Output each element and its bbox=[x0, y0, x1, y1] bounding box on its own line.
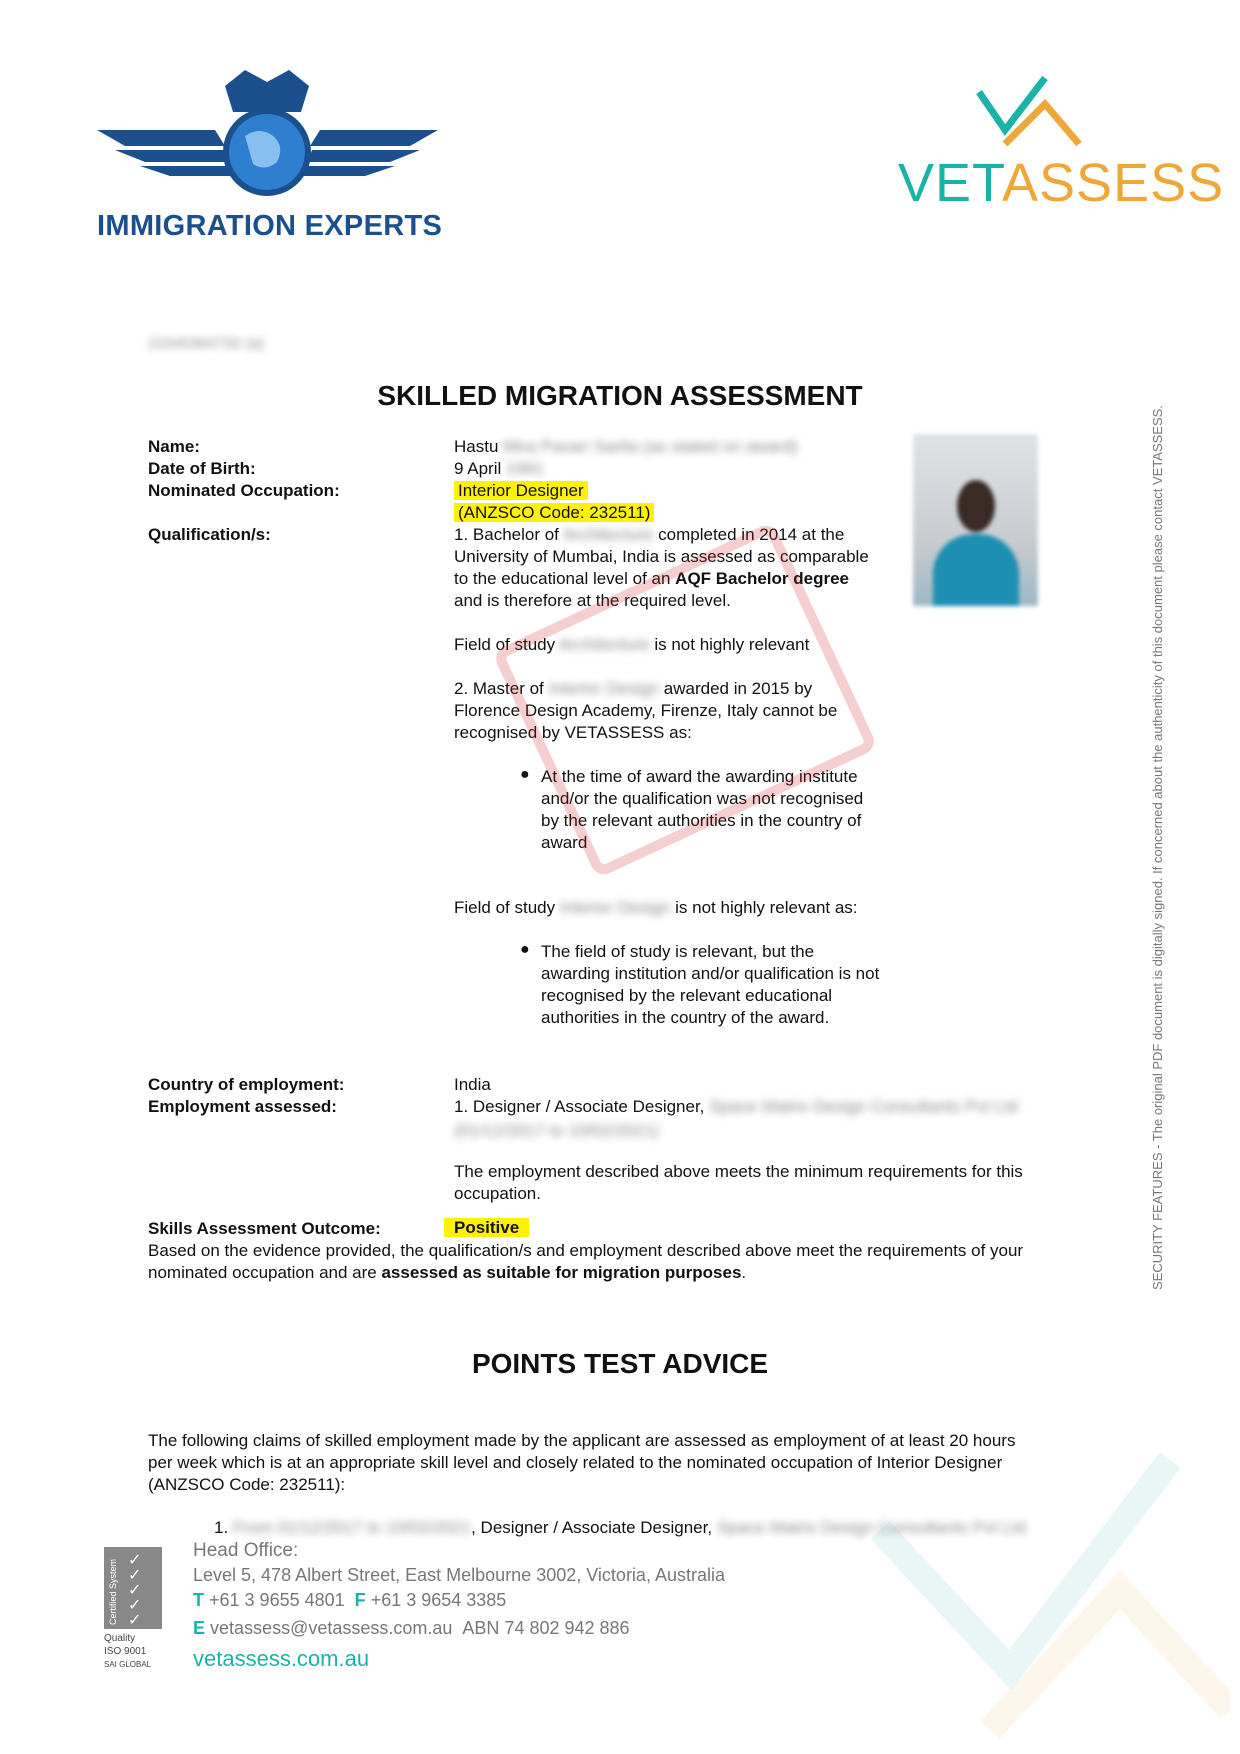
field-of-study-2: Field of study Interior Design is not highly relevant as: bbox=[454, 898, 858, 917]
points-test-title: POINTS TEST ADVICE bbox=[471, 1348, 769, 1379]
iso-certification-badge: Certified System ✓ ✓ ✓ ✓ ✓ bbox=[104, 1547, 162, 1629]
cert-sai-text: SAI GLOBAL bbox=[104, 1660, 152, 1669]
country-value: India bbox=[454, 1075, 491, 1094]
applicant-photo bbox=[913, 434, 1038, 606]
footer-address: Level 5, 478 Albert Street, East Melbourne 3002, Victoria, Australia bbox=[193, 1565, 725, 1585]
qualification-label: Qualification/s: bbox=[148, 525, 271, 544]
country-label: Country of employment: bbox=[148, 1075, 345, 1094]
footer-phones: T +61 3 9655 4801 F +61 3 9654 3385 bbox=[193, 1590, 507, 1610]
name-label: Name: bbox=[148, 437, 200, 456]
decorative-chevrons bbox=[870, 1400, 1230, 1740]
employment-label: Employment assessed: bbox=[148, 1097, 337, 1116]
bullet-dot-2: ● bbox=[520, 941, 530, 958]
footer-head-office: Head Office: bbox=[193, 1540, 299, 1561]
immigration-experts-wordmark: IMMIGRATION EXPERTS bbox=[97, 210, 443, 242]
cert-iso-text: ISO 9001 bbox=[104, 1646, 147, 1657]
points-item-1: 1. From 01/12/2017 to 10/02/2021, Designer / Associate Designer, Space Matrix Design Consultants Pvt Ltd bbox=[214, 1518, 1026, 1537]
occupation-label: Nominated Occupation: bbox=[148, 481, 340, 500]
outcome-label: Skills Assessment Outcome: bbox=[148, 1219, 381, 1238]
cert-badge-label: Certified System bbox=[108, 1558, 118, 1625]
employment-dates: (01/12/2017 to 10/02/2021) bbox=[454, 1121, 660, 1140]
dob-value: 9 April 1991 bbox=[454, 459, 544, 478]
points-test-paragraph: The following claims of skilled employment made by the applicant are assessed as employment of at least 20 hours per week which is at an appropriate skill level and closely related to the nominated occupation of Interior Designer (ANZSCO Code: 232511): bbox=[148, 1431, 1016, 1494]
reference-number: 2154536473S (a) bbox=[148, 335, 264, 352]
outcome-text: Based on the evidence provided, the qualification/s and employment described above meet the requirements of your nominated occupation and are assessed as suitable for migration purposes. bbox=[148, 1241, 1024, 1282]
qualification-2: 2. Master of Interior Design awarded in 2015 by Florence Design Academy, Firenze, Italy cannot be recognised by VETASSESS as: bbox=[454, 679, 838, 742]
bullet-2-text: The field of study is relevant, but the awarding institution and/or qualification is not recognised by the relevant educational authorities in the country of the award. bbox=[541, 942, 880, 1027]
outcome-value: Positive bbox=[444, 1218, 529, 1238]
immigration-experts-logo bbox=[95, 66, 440, 206]
occupation-value: Interior Designer (ANZSCO Code: 232511) bbox=[454, 480, 654, 524]
name-value: Hastu Mira Pavan Sarita (as stated on award) bbox=[454, 437, 798, 456]
vetassess-logo-mark bbox=[975, 74, 1085, 150]
bullet-dot-1: ● bbox=[520, 766, 530, 783]
footer-email: E vetassess@vetassess.com.au ABN 74 802 942 886 bbox=[193, 1618, 630, 1638]
vetassess-wordmark: VETASSESS bbox=[898, 153, 1225, 213]
cert-quality-text: Quality bbox=[104, 1633, 136, 1644]
employment-meets-text: The employment described above meets the minimum requirements for this occupation. bbox=[454, 1162, 1023, 1203]
bullet-1-text: At the time of award the awarding institute and/or the qualification was not recognised by the relevant authorities in the country of award bbox=[541, 767, 864, 852]
field-of-study-1: Field of study Architecture is not highly relevant bbox=[454, 635, 810, 654]
footer-website[interactable]: vetassess.com.au bbox=[193, 1646, 370, 1671]
security-side-note: SECURITY FEATURES - The original PDF document is digitally signed. If concerned about the authenticity of this document please contact VETASSESS. bbox=[1150, 405, 1165, 1290]
dob-label: Date of Birth: bbox=[148, 459, 256, 478]
page-title: SKILLED MIGRATION ASSESSMENT bbox=[377, 380, 863, 411]
qualification-1: 1. Bachelor of Architecture completed in 2014 at the University of Mumbai, India is assessed as comparable to the educational level of an AQF Bachelor degree and is therefore at the required level. bbox=[454, 525, 869, 610]
employment-item-1: 1. Designer / Associate Designer, Space Matrix Design Consultants Pvt Ltd bbox=[454, 1097, 1019, 1116]
